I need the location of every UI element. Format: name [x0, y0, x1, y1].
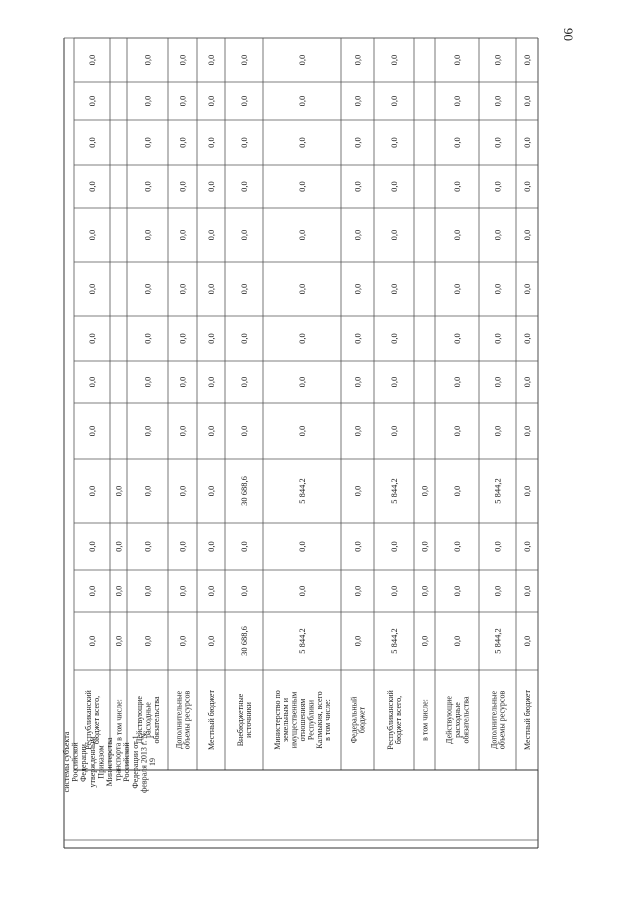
table-cell: 0,0: [142, 541, 153, 552]
table-cell: 0,0: [239, 137, 249, 148]
table-cell: 0,0: [352, 585, 363, 597]
left-label-line: утвержденным: [87, 736, 97, 788]
table-cell: 0,0: [522, 333, 532, 344]
row-label: расходные: [143, 702, 153, 738]
table-cell: 0,0: [177, 425, 188, 437]
table-cell: 0,0: [492, 181, 503, 192]
table-cell: 0,0: [177, 54, 188, 66]
left-label-line: Федерации,: [79, 742, 89, 782]
table-cell: 0,0: [389, 95, 399, 107]
table-cell: 0,0: [492, 333, 503, 344]
table-cell: 0,0: [297, 181, 307, 192]
table-cell: 0,0: [87, 425, 97, 437]
row-label: Республиканский: [83, 690, 93, 750]
table-cell: 0,0: [492, 137, 503, 148]
table-cell: 0,0: [206, 229, 216, 241]
left-label-line: 19: [148, 758, 157, 766]
table-cell: 0,0: [142, 137, 153, 148]
row-label: Местный бюджет: [207, 690, 216, 750]
table-cell: 0,0: [142, 229, 153, 241]
table-cell: 0,0: [142, 54, 153, 66]
table-cell: 0,0: [239, 541, 249, 552]
row-label: Республиканский: [385, 690, 395, 750]
table-cell: 0,0: [492, 229, 503, 241]
table-cell: 5 844,2: [492, 478, 503, 504]
table-cell: 0,0: [452, 95, 462, 107]
table-cell: 0,0: [239, 333, 249, 344]
table-cell: 0,0: [492, 541, 503, 552]
table-cell: 0,0: [206, 585, 216, 597]
table-cell: 0,0: [297, 585, 307, 597]
row-label: бюджет всего,: [92, 695, 102, 745]
table-cell: 0,0: [142, 485, 153, 497]
row-label: в том числе:: [114, 699, 124, 741]
table-cell: 0,0: [177, 283, 188, 295]
row-label: Калмыкия, всего: [314, 691, 324, 749]
table-cell: 0,0: [177, 229, 188, 241]
row-label: Действующие: [444, 696, 454, 744]
table-cell: 0,0: [522, 376, 532, 388]
table-cell: 0,0: [206, 485, 216, 497]
table-cell: 0,0: [142, 376, 153, 388]
table-cell: 0,0: [522, 541, 532, 552]
table-cell: 0,0: [297, 283, 307, 295]
table-cell: 0,0: [177, 181, 188, 192]
table-cell: 0,0: [452, 137, 462, 148]
table-cell: 0,0: [352, 95, 363, 107]
table-cell: 0,0: [239, 54, 249, 66]
table-cell: 0,0: [352, 376, 363, 388]
table-cell: 0,0: [389, 137, 399, 148]
table-cells: [87, 55, 532, 656]
table-cell: 0,0: [297, 333, 307, 344]
table-cell: 0,0: [452, 283, 462, 295]
table-cell: 0,0: [352, 229, 363, 241]
table-cell: 5 844,2: [297, 628, 307, 654]
table-cell: 0,0: [352, 425, 363, 437]
table-cell: 0,0: [297, 425, 307, 437]
table-cell: 0,0: [206, 283, 216, 295]
table-cell: 5 844,2: [389, 628, 399, 654]
table-cell: 0,0: [113, 541, 124, 552]
left-label-line: февраля 2013 г. №: [139, 731, 149, 793]
table-cell: 0,0: [87, 333, 97, 344]
table-cell: 0,0: [419, 635, 430, 647]
table-cell: 0,0: [142, 585, 153, 597]
table-cell: 0,0: [522, 635, 532, 647]
table-cell: 0,0: [87, 376, 97, 388]
table-cell: 0,0: [142, 283, 153, 295]
table-cell: 0,0: [522, 229, 532, 241]
table-cell: 0,0: [389, 283, 399, 295]
table-cell: 0,0: [452, 485, 462, 497]
row-label: обязательства: [461, 696, 471, 744]
table-cell: 0,0: [87, 283, 97, 295]
table-cell: 0,0: [239, 425, 249, 437]
table-cell: 0,0: [177, 485, 188, 497]
table-cell: 0,0: [297, 137, 307, 148]
page-number: 90: [561, 28, 576, 41]
table-cell: 0,0: [87, 229, 97, 241]
row-label: Внебюджетные: [235, 693, 245, 747]
table-cell: 0,0: [87, 635, 97, 647]
table-cell: 0,0: [142, 333, 153, 344]
table-cell: 30 688,6: [239, 476, 249, 506]
table-cell: 0,0: [239, 229, 249, 241]
row-label: Федеральный: [349, 696, 359, 744]
row-label: Дополнительные: [489, 690, 499, 750]
row-label: отношениям: [298, 698, 307, 742]
table-cell: 5 844,2: [492, 628, 503, 654]
table-cell: 0,0: [452, 54, 462, 66]
table-cell: 0,0: [206, 333, 216, 344]
table-cell: 0,0: [522, 137, 532, 148]
table-cell: 0,0: [206, 376, 216, 388]
table-cell: 0,0: [87, 95, 97, 107]
table-cell: 0,0: [522, 283, 532, 295]
table-cell: 0,0: [389, 181, 399, 192]
table-cell: 0,0: [297, 376, 307, 388]
table-cell: 0,0: [492, 95, 503, 107]
table-cell: 0,0: [142, 425, 153, 437]
table-cell: 0,0: [522, 54, 532, 66]
table-cell: 0,0: [352, 137, 363, 148]
table-cell: 0,0: [177, 585, 188, 597]
left-label-line: Федерации от 1: [130, 735, 140, 789]
row-label: обязательства: [151, 696, 161, 744]
table-cell: 0,0: [522, 425, 532, 437]
row-label: в том числе:: [323, 699, 333, 741]
row-label: источники: [244, 702, 254, 738]
table-cell: 0,0: [297, 229, 307, 241]
table-cell: 0,0: [87, 54, 97, 66]
table-cell: 0,0: [352, 541, 363, 552]
table-cell: 0,0: [142, 635, 153, 647]
table-cell: 0,0: [177, 541, 188, 552]
table-cell: 0,0: [352, 54, 363, 66]
table-cell: 0,0: [87, 137, 97, 148]
table-cell: 0,0: [352, 181, 363, 192]
table-cell: 0,0: [87, 541, 97, 552]
table-cell: 30 688,6: [239, 626, 249, 656]
table-cell: 0,0: [389, 585, 399, 597]
table-cell: 0,0: [389, 54, 399, 66]
row-label: объемы ресурсов: [182, 690, 192, 750]
row-labels: [84, 690, 532, 750]
left-label-line: системы субъекта: [62, 731, 71, 793]
table-cell: 0,0: [206, 425, 216, 437]
row-label: Республики: [306, 699, 316, 741]
table-cell: 0,0: [206, 181, 216, 192]
table-cell: 0,0: [452, 333, 462, 344]
table-cell: 0,0: [389, 229, 399, 241]
table-cell: 0,0: [142, 181, 153, 192]
row-label: объемы ресурсов: [497, 690, 507, 750]
table-cell: 0,0: [352, 485, 363, 497]
table-cell: 0,0: [206, 54, 216, 66]
row-label: земельным и: [281, 698, 291, 742]
table-cell: 0,0: [177, 376, 188, 388]
table-cell: 0,0: [87, 181, 97, 192]
row-label: бюджет: [357, 706, 367, 734]
table-cell: 0,0: [522, 585, 532, 597]
table-cell: 0,0: [142, 95, 153, 107]
table-cell: 0,0: [206, 541, 216, 552]
table-cell: 0,0: [492, 54, 503, 66]
row-label: в том числе:: [420, 699, 430, 741]
table-cell: 0,0: [389, 425, 399, 437]
table-cell: 0,0: [177, 95, 188, 107]
table-cell: 0,0: [492, 585, 503, 597]
table-cell: 0,0: [389, 376, 399, 388]
table-cell: 0,0: [452, 635, 462, 647]
table-cell: 0,0: [297, 95, 307, 107]
table-cell: 0,0: [389, 333, 399, 344]
table-cell: 0,0: [239, 283, 249, 295]
table-cell: 0,0: [492, 376, 503, 388]
left-label-line: Министерства: [105, 737, 114, 787]
table-cell: 5 844,2: [389, 478, 399, 504]
table-cell: 0,0: [206, 95, 216, 107]
table-cell: 0,0: [113, 635, 124, 647]
row-label: расходные: [453, 702, 462, 738]
table-cell: 0,0: [113, 585, 124, 597]
table-cell: 0,0: [177, 137, 188, 148]
table-cell: 0,0: [452, 585, 462, 597]
table-cell: 0,0: [352, 635, 363, 647]
table-cell: 0,0: [239, 181, 249, 192]
table-cell: 0,0: [206, 137, 216, 148]
table-cell: 0,0: [419, 585, 430, 597]
table-cell: 5 844,2: [297, 478, 307, 504]
table-cell: 0,0: [492, 283, 503, 295]
table-cell: 0,0: [452, 541, 462, 552]
row-label: бюджет всего,: [394, 695, 404, 745]
table-cell: 0,0: [113, 485, 124, 497]
table-cell: 0,0: [389, 541, 399, 552]
table-cell: 0,0: [352, 333, 363, 344]
table-cell: 0,0: [87, 485, 97, 497]
left-label-line: Российской: [122, 742, 132, 782]
row-label: Действующие: [135, 696, 145, 744]
left-label-line: Приказом: [96, 745, 106, 779]
table-cell: 0,0: [452, 376, 462, 388]
table-cell: 0,0: [87, 585, 97, 597]
table-cell: 0,0: [492, 425, 503, 437]
table-cell: 0,0: [177, 635, 188, 647]
table-cell: 0,0: [522, 95, 532, 107]
left-label-line: транспорта: [113, 742, 123, 782]
row-label: имущественным: [289, 691, 299, 749]
table-cell: 0,0: [522, 181, 532, 192]
table-cell: 0,0: [239, 95, 249, 107]
table-cell: 0,0: [522, 485, 532, 497]
table-cell: 0,0: [352, 283, 363, 295]
row-label: Дополнительные: [174, 690, 184, 750]
table-cell: 0,0: [452, 181, 462, 192]
table-cell: 0,0: [239, 376, 249, 388]
table-cell: 0,0: [419, 485, 430, 497]
table-cell: 0,0: [177, 333, 188, 344]
table-cell: 0,0: [297, 541, 307, 552]
table-cell: 0,0: [206, 635, 216, 647]
table-cell: 0,0: [297, 54, 307, 66]
row-label: Министерство по: [272, 690, 282, 750]
table-cell: 0,0: [239, 585, 249, 597]
table-cell: 0,0: [419, 541, 430, 552]
left-label-line: Российской: [70, 742, 80, 782]
row-label: Местный бюджет: [523, 690, 532, 750]
table-cell: 0,0: [452, 229, 462, 241]
table-cell: 0,0: [452, 425, 462, 437]
